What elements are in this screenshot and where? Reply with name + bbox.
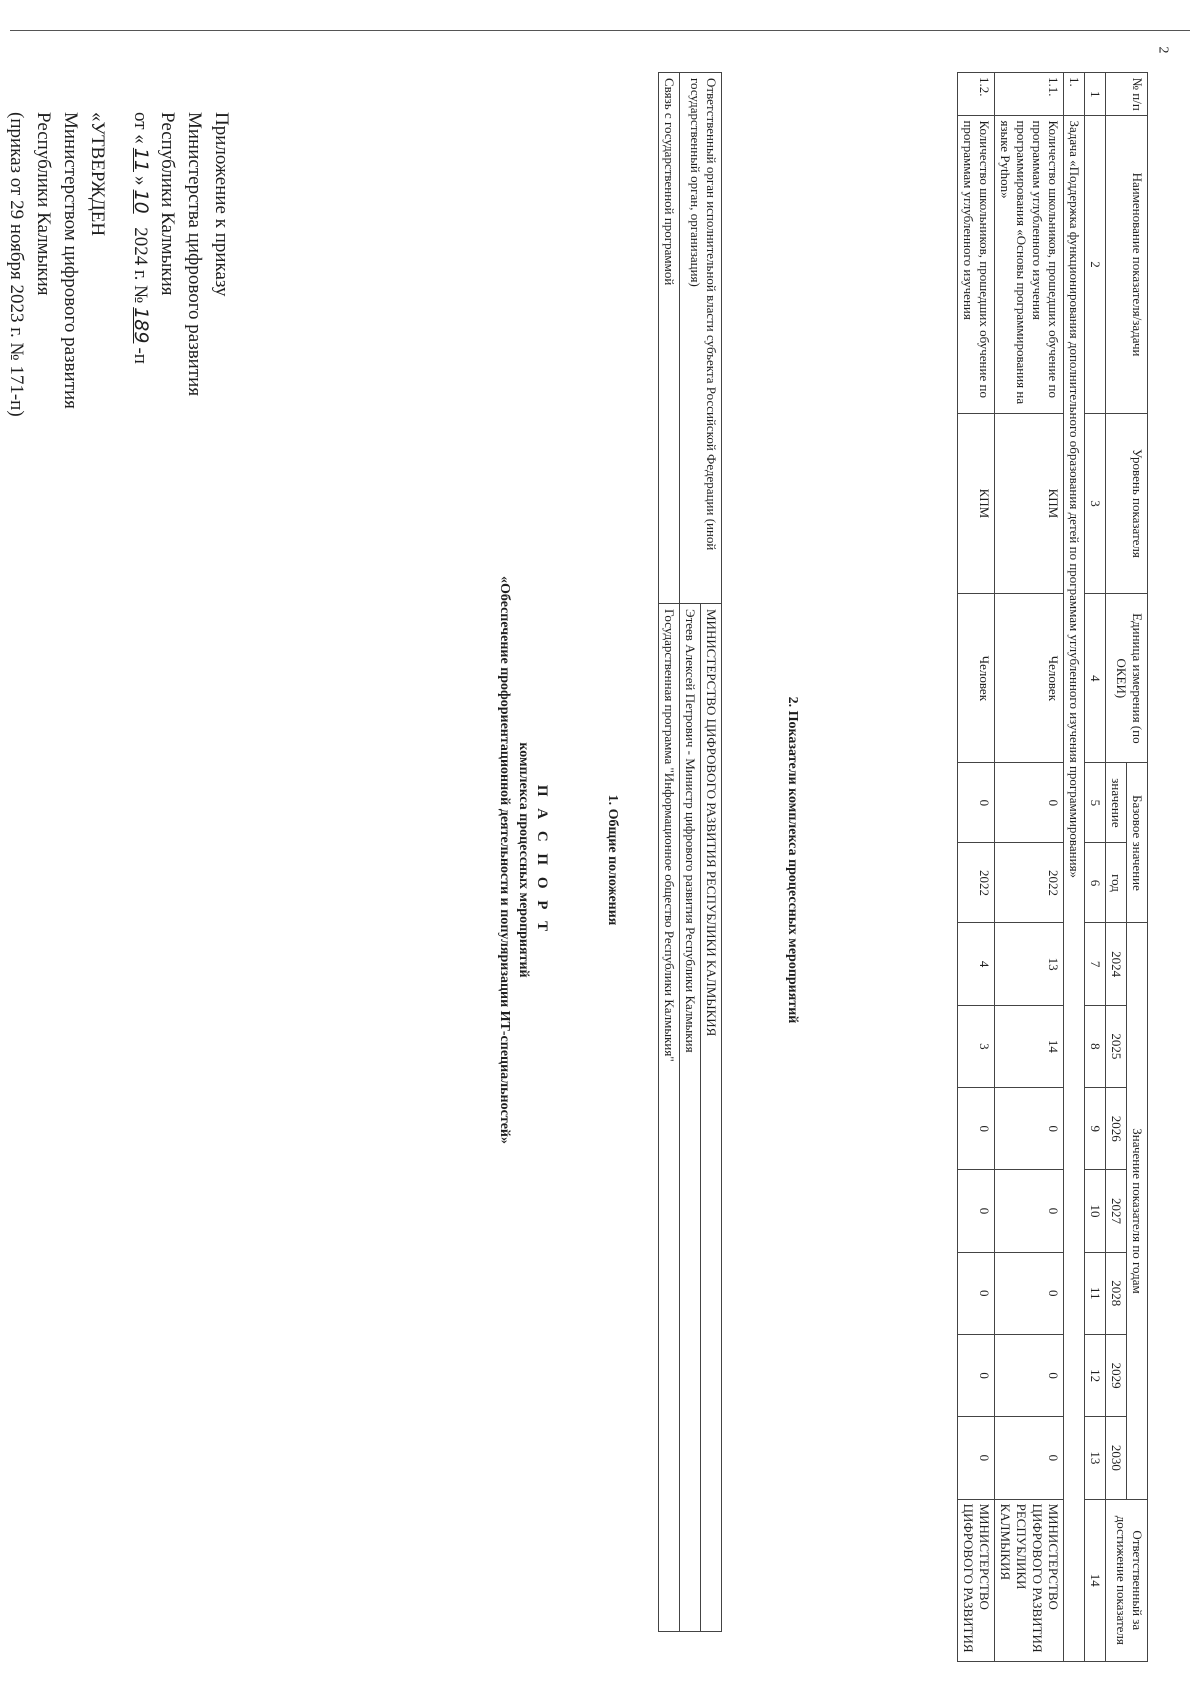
header-level: Уровень показателя (1106, 413, 1148, 594)
top-rule (10, 30, 1190, 31)
row-year-value: 3 (958, 1005, 995, 1087)
header-year: 2029 (1106, 1334, 1127, 1416)
table-row (958, 73, 995, 1662)
row-responsible: МИНИСТЕРСТВО ЦИФРОВОГО РАЗВИТИЯ (958, 1499, 995, 1661)
handwritten-month: 10 (130, 189, 152, 214)
col-number: 11 (1085, 1252, 1106, 1334)
row-level: КПМ (958, 413, 995, 594)
header-year: 2028 (1106, 1252, 1127, 1334)
header-years-group: Значение показателя по годам (1127, 923, 1148, 1499)
row-name: Количество школьников, прошедших обучение по программам углубленного изучения (958, 116, 995, 413)
task-row (1064, 73, 1085, 1662)
value-cell: Этеев Алексей Петрович - Министр цифрового развития Республики Калмыкия (680, 604, 701, 1632)
row-year-value: 0 (958, 1334, 995, 1416)
approval-line-3: Республики Калмыкия (157, 112, 178, 296)
header-year: 2025 (1106, 1005, 1127, 1087)
row-year-value: 14 (995, 1005, 1064, 1087)
rotated-sheet (6, 40, 1190, 1680)
page-number: 2 (1155, 46, 1171, 54)
header-unit: Единица измерения (по ОКЕИ) (1106, 594, 1148, 763)
indicators-table (957, 72, 1148, 1662)
date-prefix: от « (130, 112, 151, 144)
row-year-value: 0 (958, 1252, 995, 1334)
table-row (995, 73, 1064, 1662)
header-base: Базовое значение (1127, 763, 1148, 923)
section2-heading: 2. Показатели комплекса процессных мероприятий (785, 696, 800, 1024)
row-num: 1.1. (995, 73, 1064, 116)
approval-block (3, 112, 235, 1012)
date-mid: » (130, 176, 151, 186)
row-year-value: 4 (958, 923, 995, 1005)
col-number: 6 (1085, 843, 1106, 923)
task-text: Задача «Поддержка функционирования дополнительного образования детей по программам углубленного изучения программирования» (1064, 116, 1085, 1662)
label-cell: Связь с государственной программой (659, 73, 680, 604)
header-year: 2026 (1106, 1088, 1127, 1170)
approved-by-2: Республики Калмыкия (33, 112, 54, 296)
col-number: 10 (1085, 1170, 1106, 1252)
col-number: 4 (1085, 594, 1106, 763)
table-row (701, 73, 722, 1632)
general-provisions-table (658, 72, 722, 1632)
row-unit: Человек (958, 594, 995, 763)
row-name: Количество школьников, прошедших обучение по программам углубленного изучения программирования «Основы программирования на языке Python» (995, 116, 1064, 413)
row-num: 1.2. (958, 73, 995, 116)
col-number: 1 (1085, 73, 1106, 116)
value-cell: Государственная программа "Информационное общество Республики Калмыкия" (659, 604, 680, 1632)
handwritten-order-number: 189 (130, 307, 152, 344)
row-base-value: 0 (958, 763, 995, 843)
row-year-value: 0 (995, 1252, 1064, 1334)
approval-line-2: Министерства цифрового развития (184, 112, 205, 397)
section1-heading: 1. Общие положения (605, 794, 620, 926)
row-year-value: 0 (958, 1170, 995, 1252)
passport-subtitle-2: «Обеспечение профориентационной деятельности и популяризации ИТ-специальностей» (497, 576, 512, 1144)
table-row (659, 73, 680, 1632)
row-year-value: 0 (995, 1088, 1064, 1170)
task-num: 1. (1064, 73, 1085, 116)
value-cell: МИНИСТЕРСТВО ЦИФРОВОГО РАЗВИТИЯ РЕСПУБЛИКИ КАЛМЫКИЯ (701, 604, 722, 1632)
row-responsible: МИНИСТЕРСТВО ЦИФРОВОГО РАЗВИТИЯ РЕСПУБЛИКИ КАЛМЫКИЯ (995, 1499, 1064, 1661)
col-number: 13 (1085, 1417, 1106, 1499)
row-base-year: 2022 (958, 843, 995, 923)
row-year-value: 0 (995, 1417, 1064, 1499)
header-num: № п/п (1106, 73, 1148, 116)
col-number: 3 (1085, 413, 1106, 594)
approved-by-1: Министерством цифрового развития (60, 112, 81, 409)
header-row (1127, 73, 1148, 1662)
header-year: 2024 (1106, 923, 1127, 1005)
passport-heading (495, 40, 550, 1680)
col-number: 7 (1085, 923, 1106, 1005)
row-base-value: 0 (995, 763, 1064, 843)
col-number: 12 (1085, 1334, 1106, 1416)
row-year-value: 0 (995, 1334, 1064, 1416)
row-year-value: 13 (995, 923, 1064, 1005)
row-base-year: 2022 (995, 843, 1064, 923)
passport-subtitle-1: комплекса процессных мероприятий (516, 742, 531, 978)
approval-line-4 (127, 112, 154, 1012)
col-number: 9 (1085, 1088, 1106, 1170)
header-base-value: значение (1106, 763, 1127, 843)
header-responsible: Ответственный за достижение показателя (1106, 1499, 1148, 1661)
column-numbers-row (1085, 73, 1106, 1662)
header-base-year: год (1106, 843, 1127, 923)
col-number: 8 (1085, 1005, 1106, 1087)
col-number: 2 (1085, 116, 1106, 413)
header-year: 2027 (1106, 1170, 1127, 1252)
row-level: КПМ (995, 413, 1064, 594)
order-suffix: -п (130, 347, 151, 364)
approved-order: (приказ от 29 ноября 2023 г. № 171-п) (6, 112, 27, 417)
row-year-value: 0 (995, 1170, 1064, 1252)
approval-line-1: Приложение к приказу (211, 112, 232, 297)
handwritten-day: 11 (130, 147, 152, 172)
row-year-value: 0 (958, 1417, 995, 1499)
date-year: 2024 г. № (130, 227, 151, 304)
col-number: 5 (1085, 763, 1106, 843)
row-year-value: 0 (958, 1088, 995, 1170)
row-unit: Человек (995, 594, 1064, 763)
header-name: Наименование показателя/задачи (1106, 116, 1148, 413)
label-cell: Ответственный орган исполнительной власти субъекта Российской Федерации (иной государственный орган, организация) (680, 73, 722, 604)
header-year: 2030 (1106, 1417, 1127, 1499)
col-number: 14 (1085, 1499, 1106, 1661)
approved-title: «УТВЕРЖДЕН (87, 112, 108, 237)
passport-title: П А С П О Р Т (534, 784, 550, 936)
